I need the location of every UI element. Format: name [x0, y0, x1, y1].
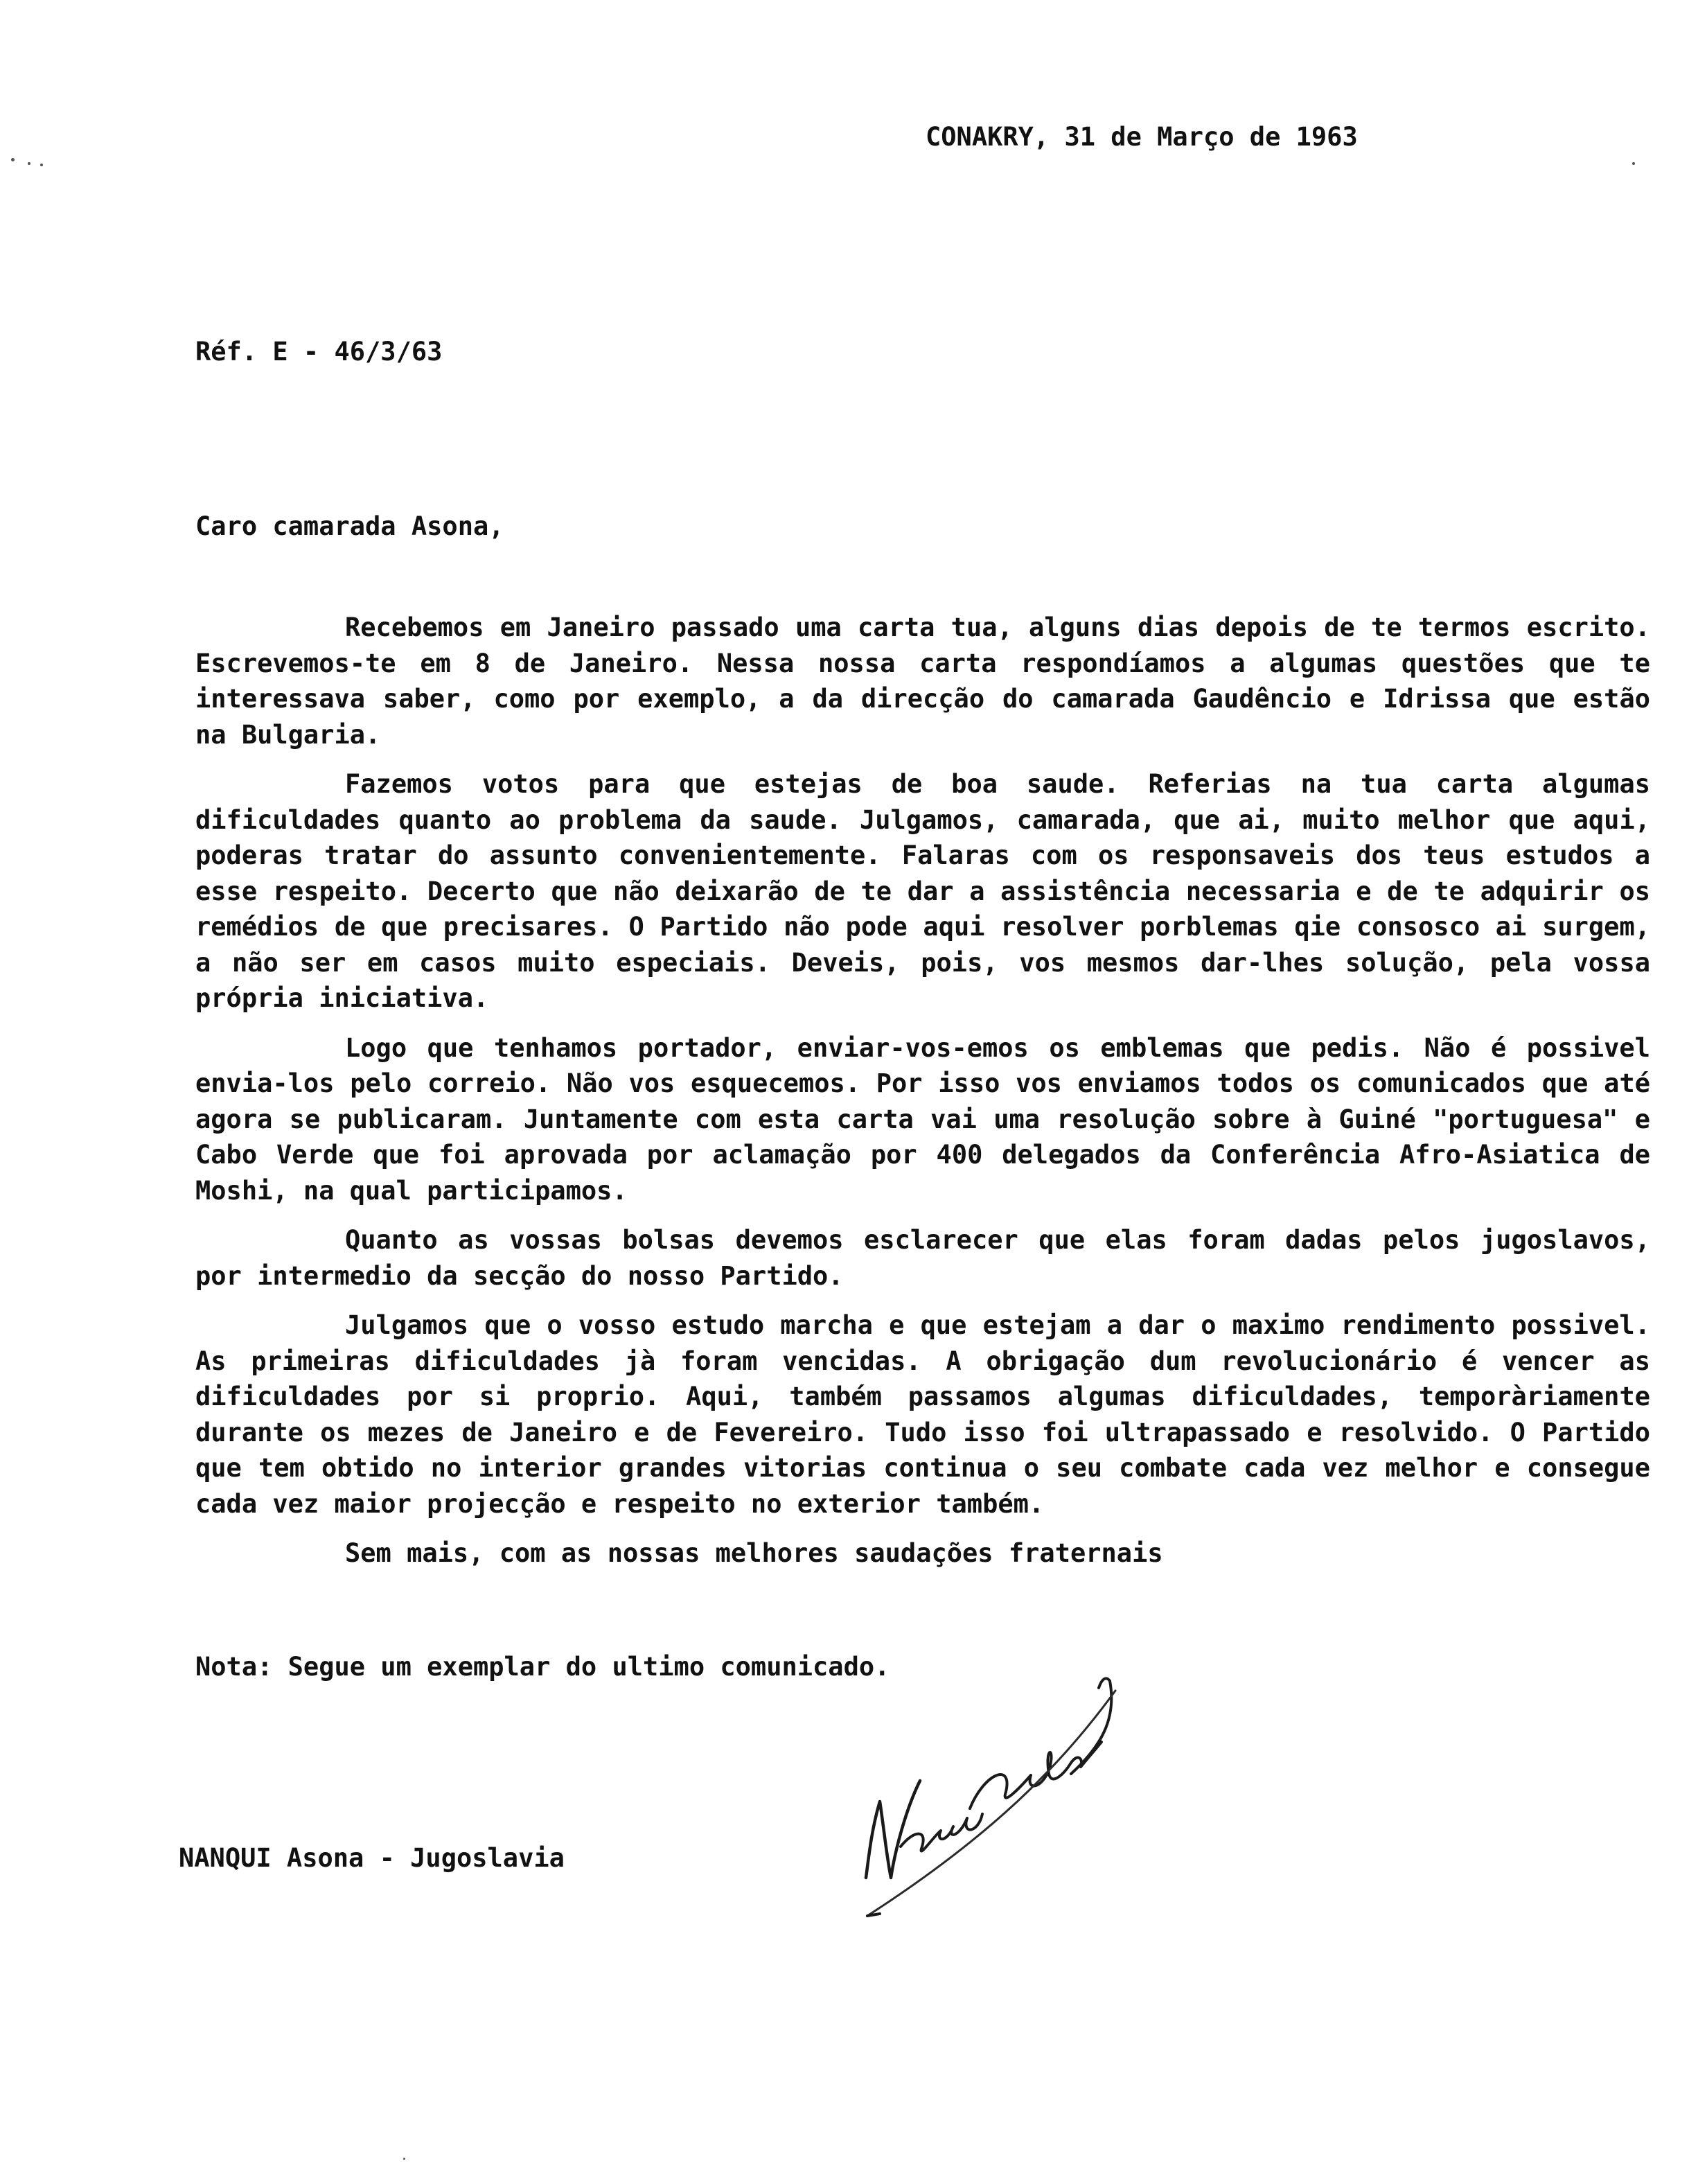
paragraph: Logo que tenhamos portador, enviar-vos-emos os emblemas que pedis. Não é possivel envia-los pelo correio. Não vos esquecemos. Por isso vos enviamos todos os comunicados que até agora se publicaram. Juntamente com esta carta vai uma resolução sobre à Guiné "portuguesa" e Cabo Verde que foi aprovada por aclamação por 400 delegados da Conferência Afro-Asiatica de Moshi, na qual participamos.	[195, 1032, 1650, 1206]
reference-number: Réf. E - 46/3/63	[195, 337, 443, 367]
postscript-note: Nota: Segue um exemplar do ultimo comunicado.	[195, 1652, 890, 1682]
paragraph: Quanto as vossas bolsas devemos esclarecer que elas foram dadas pelos jugoslavos, por intermedio da secção do nosso Partido.	[195, 1225, 1650, 1291]
salutation: Caro camarada Asona,	[195, 511, 504, 541]
addressee-line: NANQUI Asona - Jugoslavia	[179, 1843, 565, 1873]
paragraph: Recebemos em Janeiro passado uma carta tua, alguns dias depois de te termos escrito. Escrevemos-te em 8 de Janeiro. Nessa nossa carta respondíamos a algumas questões que te interessava saber, como por exemplo, a da direcção do camarada Gaudêncio e Idrissa que estão na Bulgaria.	[195, 613, 1650, 750]
handwritten-signature	[852, 1670, 1129, 1926]
letter-date: CONAKRY, 31 de Março de 1963	[926, 122, 1358, 152]
letter-body	[195, 610, 1650, 1571]
closing-line: Sem mais, com as nossas melhores saudações fraternais	[345, 1538, 1163, 1568]
paragraph: Julgamos que o vosso estudo marcha e que estejam a dar o maximo rendimento possivel. As primeiras dificuldades jà foram vencidas. A obrigação dum revolucionário é vencer as dificuldades por si proprio. Aqui, também passamos algumas dificuldades, temporàriamente durante os mezes de Janeiro e de Fevereiro. Tudo isso foi ultrapassado e resolvido. O Partido que tem obtido no interior grandes vitorias continua o seu combate cada vez melhor e consegue cada vez maior projecção e respeito no exterior também.	[195, 1310, 1650, 1519]
paragraph: Fazemos votos para que estejas de boa saude. Referias na tua carta algumas dificuldades quanto ao problema da saude. Julgamos, camarada, que ai, muito melhor que aqui, poderas tratar do assunto convenientemente. Falaras com os responsaveis dos teus estudos a esse respeito. Decerto que não deixarão de te dar a assistência necessaria e de te adquirir os remédios de que precisares. O Partido não pode aqui resolver porblemas qie consosco ai surgem, a não ser em casos muito especiais. Deveis, pois, vos mesmos dar-lhes solução, pela vossa própria iniciativa.	[195, 769, 1650, 1013]
